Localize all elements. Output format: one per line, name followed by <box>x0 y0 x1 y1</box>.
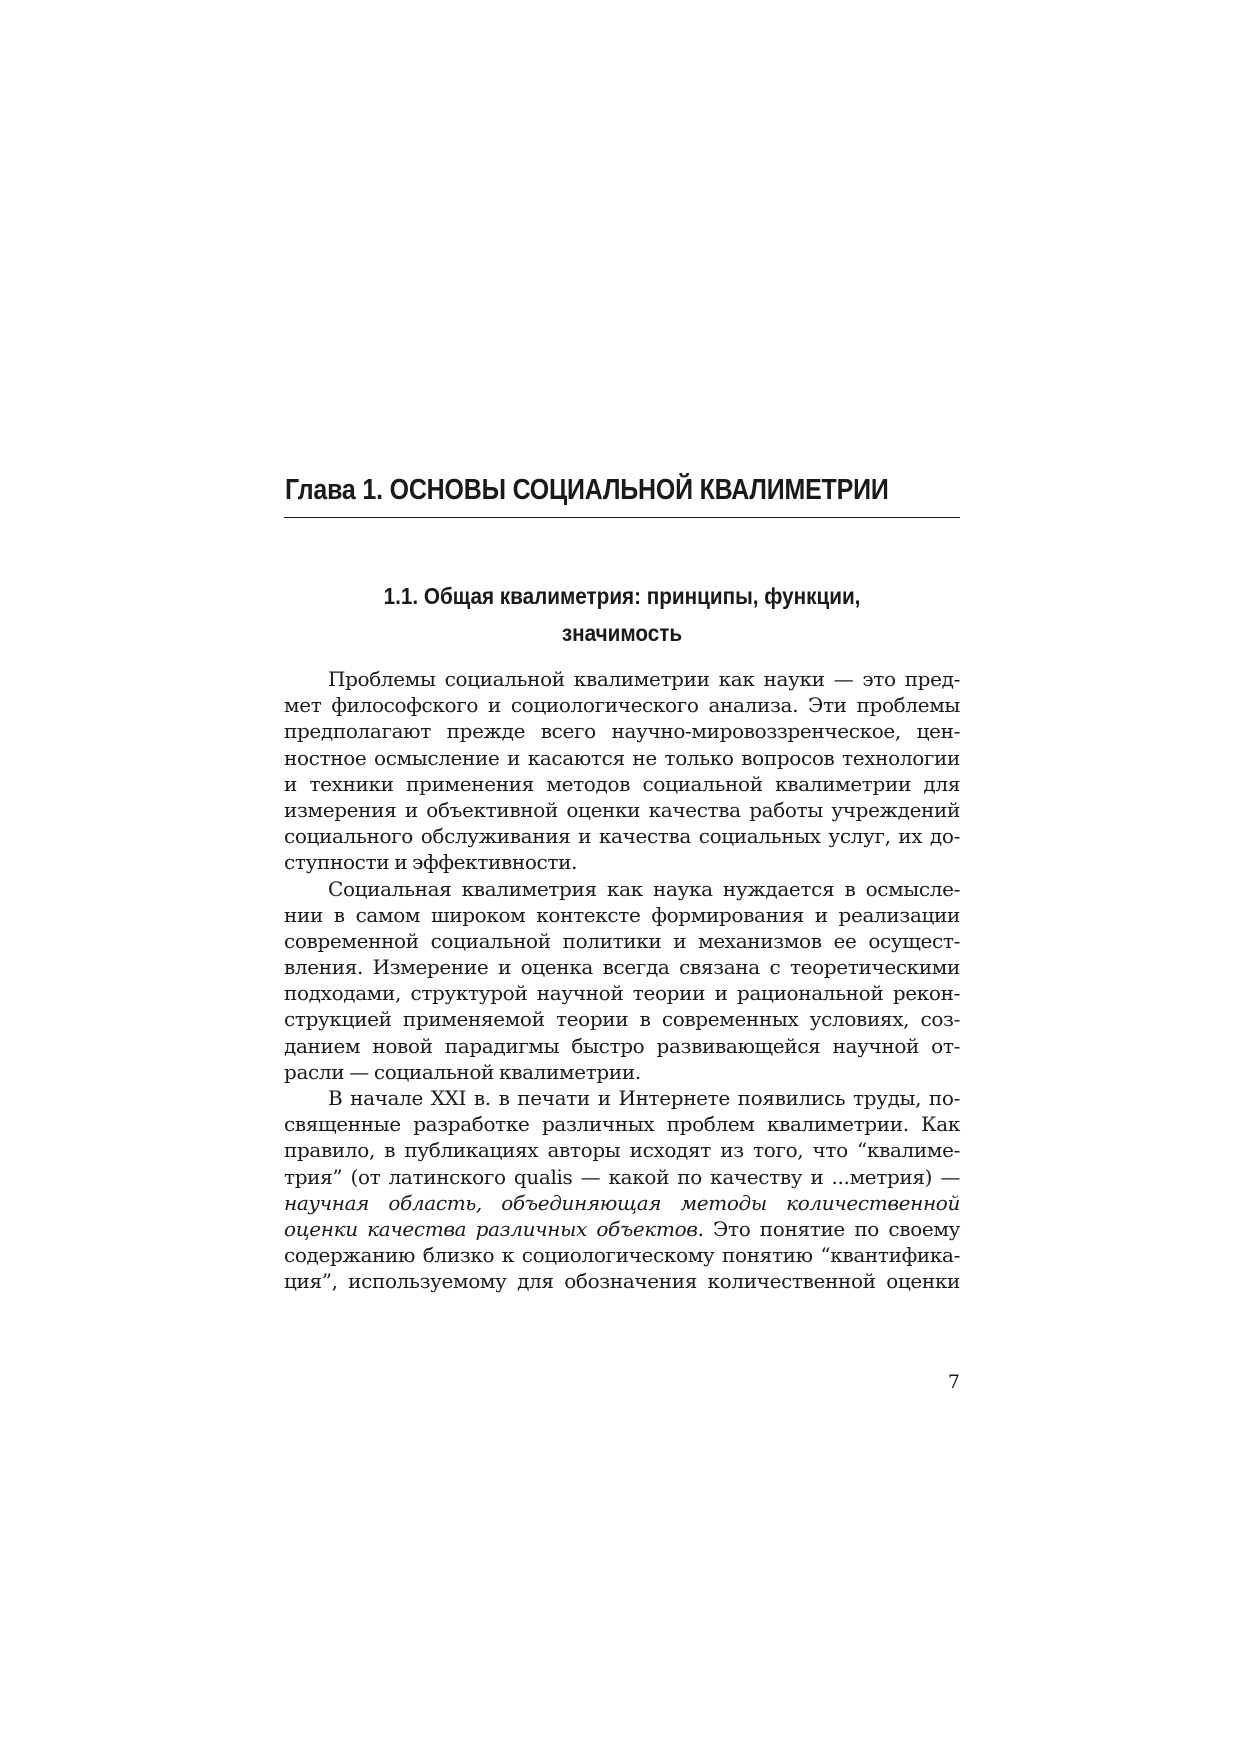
text-line: ностное осмысление и касаются не только вопросов технологии <box>284 745 960 770</box>
paragraph <box>284 876 960 1086</box>
text-line <box>284 1216 960 1242</box>
text-line: Социальная квалиметрия как наука нуждается в осмысле- <box>328 876 960 901</box>
italic-definition: оценки качества различных объектов. <box>284 1216 704 1241</box>
text-line: современной социальной политики и механизмов ее осущест- <box>284 928 960 953</box>
chapter-title-rule <box>284 517 960 518</box>
text-line: предполагают прежде всего научно-мировоззренческое, цен- <box>284 719 960 744</box>
page-number: 7 <box>947 1371 960 1393</box>
chapter-title: Глава 1. ОСНОВЫ СОЦИАЛЬНОЙ КВАЛИМЕТРИИ <box>285 474 889 506</box>
text-line: трия” (от латинского qualis — какой по качеству и ...метрия) — <box>284 1164 960 1189</box>
text-line: и техники применения методов социальной квалиметрии для <box>284 771 960 796</box>
text-line: правило, в публикациях авторы исходят из того, что “квалиме- <box>284 1138 960 1163</box>
paragraph <box>284 1085 960 1295</box>
text-line: измерения и объективной оценки качества работы учреждений <box>284 797 960 822</box>
text-line: содержанию близко к социологическому понятию “квантифика- <box>284 1243 960 1268</box>
text-line: священные разработке различных проблем квалиметрии. Как <box>284 1112 960 1137</box>
text-line: Проблемы социальной квалиметрии как науки — это пред- <box>328 667 960 691</box>
text-line: струкцией применяемой теории в современных условиях, соз- <box>284 1007 960 1032</box>
text-line: нии в самом широком контексте формирования и реализации <box>284 902 960 927</box>
text-line: ция”, используемому для обозначения количественной оценки <box>284 1269 960 1294</box>
body-text <box>284 666 960 1295</box>
text-line: данием новой парадигмы быстро развивающейся научной от- <box>284 1033 960 1058</box>
text-line: подходами, структурой научной теории и рациональной рекон- <box>284 981 960 1006</box>
text-line: мет философского и социологического анализа. Эти проблемы <box>284 693 960 718</box>
section-title <box>284 578 960 652</box>
section-title-line: значимость <box>561 620 683 646</box>
text-line: вления. Измерение и оценка всегда связана с теоретическими <box>284 955 960 980</box>
text-fragment: Это понятие по своему <box>703 1216 960 1241</box>
text-line: расли — социальной квалиметрии. <box>284 1059 641 1084</box>
text-line: В начале XXI в. в печати и Интернете появились труды, по- <box>328 1086 960 1110</box>
italic-definition: научная область, объединяющая методы количественной <box>284 1190 960 1215</box>
text-line <box>284 1190 960 1216</box>
paragraph <box>284 666 960 876</box>
text-line: ступности и эффективности. <box>284 850 578 875</box>
text-line: социального обслуживания и качества социальных услуг, их до- <box>284 824 960 849</box>
section-title-line: 1.1. Общая квалиметрия: принципы, функции, <box>383 583 861 609</box>
